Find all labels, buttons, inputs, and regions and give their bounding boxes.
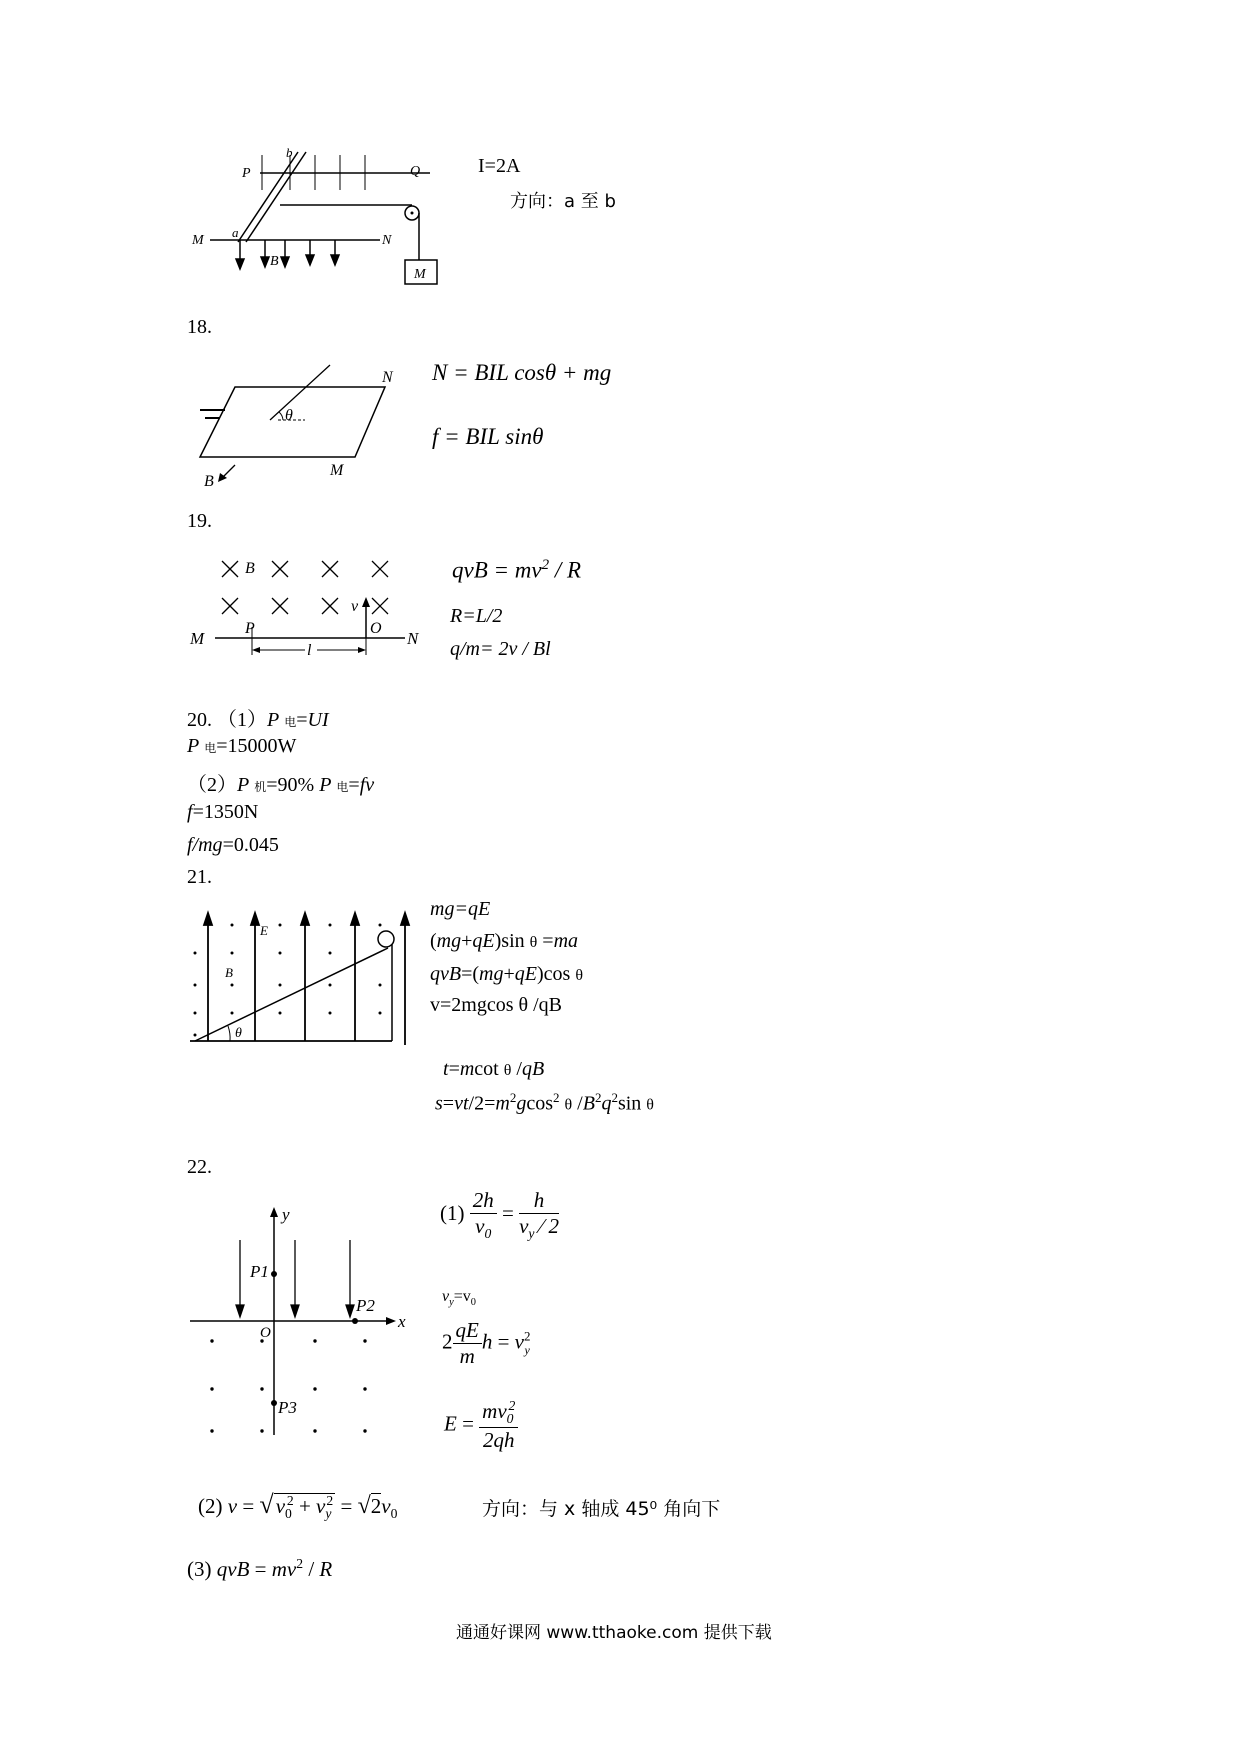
q21-eq5: t=mcot θ /qB [443,1058,545,1080]
q22-label-x: x [398,1312,406,1331]
q22-label-P2: P2 [356,1296,375,1315]
q20-line4: f=1350N [187,801,259,823]
q17-label-mass: M [414,267,426,282]
q17-label-b: b [286,145,293,160]
q20-line2: P 电=15000W [187,735,297,757]
q19-label-M: M [190,629,205,648]
q18-eq1: N = BIL cosθ + mg [432,360,612,385]
q21-eq2: (mg+qE)sin θ =ma [430,930,579,952]
q22-figure [190,1205,410,1445]
q19-eq1: qvB = $mv^2$ / R [452,557,582,583]
q21-label-E: E [260,923,268,938]
q17-label-B: B [270,254,279,269]
q22-eq2: $v_y=v_0$ [442,1288,476,1309]
q22-direction: 方向：与 x 轴成 45⁰ 角向下 [482,1498,721,1520]
q20-line5: f/mg=0.045 [187,834,279,856]
q19-label-P: P [245,620,255,637]
q19-label-B: B [245,560,255,577]
q19-number: 19. [187,510,212,532]
q22-label-P1: P1 [250,1262,269,1281]
q22-label-P3: P3 [278,1398,297,1417]
q19-label-v: v [351,598,359,615]
q20-line1: 20. （1）P 电=UI [187,709,329,731]
q18-figure [190,360,430,490]
q17-label-N: N [382,233,392,248]
q17-label-a: a [232,225,239,240]
q22-eq3: 2 $\frac{qE}{m}$ $h = v^2_y$ [442,1318,531,1368]
q22-number: 22. [187,1156,212,1178]
q22-eq1: (1) $\frac{2h}{v_0}$ = $\frac{h}{v_y ⁄ 2}$ [440,1188,559,1242]
q22-label-O: O [260,1325,271,1341]
q21-figure [190,905,415,1050]
q18-label-theta: θ [285,407,293,424]
q21-eq3: qvB=(mg+qE)cos θ [430,963,583,985]
q21-label-B: B [225,965,233,980]
q18-label-N: N [382,369,393,386]
q21-number: 21. [187,866,212,888]
q21-eq6: $s=vt/2=m^2gcos^2$ θ $/B^2q^2\sin$ θ [435,1090,654,1115]
q19-eq2: R=L/2 [450,605,503,627]
q18-number: 18. [187,316,212,338]
q22-eq4: E = $\frac{mv_0^2}{2qh}$ [444,1398,518,1453]
q18-eq2: f = BIL sinθ [432,424,544,449]
q17-direction: 方向：a 至 b [510,191,616,212]
q22-eq5: (2) $v = √v_0^2 + v_y^2 = √2v_0$ [198,1490,398,1522]
q17-label-P: P [242,166,251,181]
q22-label-y: y [282,1205,290,1224]
q19-label-O: O [370,620,382,637]
q17-label-Q: Q [410,164,421,179]
q17-current: I=2A [478,155,521,177]
q18-label-M: M [330,462,344,479]
q17-label-M: M [192,233,204,248]
page-footer: 通通好课网 www.tthaoke.com 提供下载 [456,1623,772,1643]
q21-label-theta: θ [235,1026,242,1041]
q19-label-N: N [407,629,419,648]
q21-eq4: v=2mgcos θ /qB [430,994,562,1016]
q17-figure [190,145,450,295]
q19-figure [185,555,435,670]
q21-eq1: mg=qE [430,898,491,920]
q19-label-l: l [307,642,312,659]
q19-eq3: q/m= 2v / Bl [450,638,551,660]
q20-line3: （2）P 机=90% P 电=fv [187,774,375,796]
q22-eq6: (3) qvB = $mv^2$ / R [187,1556,333,1581]
q18-label-B: B [204,473,214,490]
